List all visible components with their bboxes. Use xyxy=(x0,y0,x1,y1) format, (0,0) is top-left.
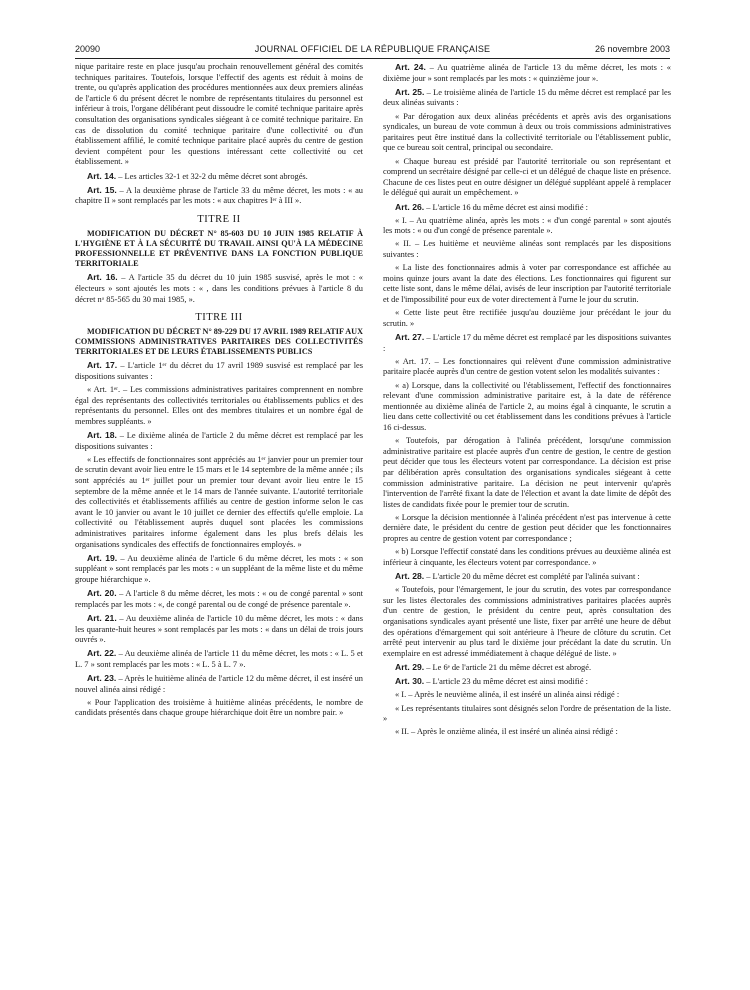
article-22 xyxy=(75,648,363,670)
article-text: – Au deuxième alinéa de l'article 6 du même décret, les mots : « son suppléant » sont remplacés par les mots : « un suppléant de la même liste et du même groupe hiérarchique ». xyxy=(75,553,363,584)
article-16 xyxy=(75,272,363,305)
quoted-paragraph: « I. – Au quatrième alinéa, après les mots : « d'un congé parental » sont ajoutés les mots : « ou d'un congé de présence parentale ». xyxy=(383,215,671,236)
quoted-paragraph: « a) Lorsque, dans la collectivité ou l'établissement, l'effectif des fonctionnaires relevant d'une commission administrative paritaire est, à la date de référence mentionnée au dixième alinéa de l'article 2, au moins égal à cinquante, le scrutin a lieu dans cette collectivité ou cet établissement dans les conditions prévues à l'article 16 ci-dessus. xyxy=(383,380,671,432)
article-text: – L'article 20 du même décret est complété par l'alinéa suivant : xyxy=(424,572,640,582)
article-text: – L'article 17 du même décret est remplacé par les dispositions suivantes : xyxy=(383,333,671,353)
article-25 xyxy=(383,87,671,109)
article-label: Art. 22. xyxy=(87,648,117,659)
article-text: – L'article 1ᵉʳ du décret du 17 avril 1989 susvisé est remplacé par les dispositions suivantes : xyxy=(75,361,363,381)
right-column xyxy=(383,62,671,962)
article-text: – A la deuxième phrase de l'article 33 du même décret, les mots : « au chapitre II » sont remplacés par les mots : « aux chapitres Iᵉʳ à III ». xyxy=(75,185,363,206)
article-label: Art. 15. xyxy=(87,184,117,195)
titre-3-heading: TITRE III xyxy=(195,312,243,324)
article-14 xyxy=(75,171,363,183)
article-text: – Le dixième alinéa de l'article 2 du même décret est remplacé par les dispositions suivantes : xyxy=(75,431,363,451)
quoted-paragraph: « Toutefois, pour l'émargement, le jour du scrutin, des votes par correspondance sur les listes électorales des commissions administratives paritaires placées auprès d'un centre de gestion, le président du centre peut, après consultation des organisations syndicales ayant présenté une liste, fixer par arrêté une heure de début des opérations d'émargement qui soit antérieure à l'heure de clôture du scrutin. Cet arrêté peut intervenir au plus tard le dixième jour précédant la date du scrutin. Un exemplaire en est adressé immédiatement à chaque délégué de liste. » xyxy=(383,585,671,658)
quoted-paragraph: « II. – Après le onzième alinéa, il est inséré un alinéa ainsi rédigé : xyxy=(395,727,618,737)
article-text: – Le troisième alinéa de l'article 15 du même décret est remplacé par les deux alinéas suivants : xyxy=(383,87,671,108)
titre-2-subtitle: MODIFICATION DU DÉCRET N° 85-603 DU 10 JUIN 1985 RELATIF À L'HYGIÈNE ET À LA SÉCURITÉ DU TRAVAIL AINSI QU'À LA MÉDECINE PROFESSIONNELLE ET PRÉVENTIVE DANS LA FONCTION PUBLIQUE TERRITORIALE xyxy=(75,228,363,269)
article-20 xyxy=(75,588,363,610)
article-18 xyxy=(75,430,363,452)
article-23 xyxy=(75,673,363,695)
quoted-paragraph: « I. – Après le neuvième alinéa, il est inséré un alinéa ainsi rédigé : xyxy=(395,690,620,700)
article-15 xyxy=(75,185,363,207)
article-label: Art. 26. xyxy=(395,201,425,212)
article-label: Art. 16. xyxy=(87,272,118,283)
article-label: Art. 19. xyxy=(87,552,118,563)
quoted-paragraph: « Les effectifs de fonctionnaires sont appréciés au 1ᵉʳ janvier pour un premier tour de scrutin devant avoir lieu entre le 15 mars et le 14 septembre de la même année ; ils sont appréciés au 1ᵉʳ juillet pour un premier tour devant avoir lieu entre le 15 septembre de la même année et le 14 mars de l'année suivante. L'autorité territoriale des collectivités et établissements affiliés au centre de gestion informe selon le cas avant le 10 janvier ou avant le 10 juillet ce dernier des effectifs qu'elle emploie. La collectivité ou l'établissement auprès duquel sont placées les commissions administratives paritaires informe également dans les plus brefs délais les organisations syndicales des effectifs de fonctionnaires employés. » xyxy=(75,454,363,549)
journal-title: JOURNAL OFFICIEL DE LA RÉPUBLIQUE FRANÇAISE xyxy=(254,44,491,54)
article-text: – A l'article 35 du décret du 10 juin 1985 susvisé, après le mot : « électeurs » sont ajoutés les mots : « , dans les conditions prévues à l'article 8 du décret nᵒ 85-565 du 30 mai 1985, ». xyxy=(75,273,363,304)
article-label: Art. 21. xyxy=(87,612,117,623)
article-text: – Au deuxième alinéa de l'article 11 du même décret, les mots : « L. 5 et L. 7 » sont remplacés par les mots : « L. 5 à L. 7 ». xyxy=(75,649,363,669)
quoted-paragraph: « Art. 1ᵉʳ. – Les commissions administratives paritaires comprennent en nombre égal des représentants des collectivités territoriales ou établissements publics et des représentants du personnel. Elles ont des membres titulaires et un nombre égal de membres suppléants. » xyxy=(75,385,363,426)
article-label: Art. 27. xyxy=(395,332,425,342)
article-29 xyxy=(383,662,671,674)
article-27 xyxy=(383,332,671,354)
article-label: Art. 30. xyxy=(395,676,425,687)
paragraph: nique paritaire reste en place jusqu'au prochain renouvellement général des comités techniques paritaires. Toutefois, lorsque l'effectif des agents est réduit à moins de trente, ou qu'après application des procédures mentionnées aux deux premiers alinéas de l'article 6 du présent décret le nombre de représentants titulaires du personnel est inférieur à trois, l'organe délibérant peut dissoudre le comité technique paritaire après consultation des organisations syndicales siégeant à ce comité technique paritaire. En cas de dissolution du comité technique paritaire d'une collectivité ou d'un établissement affilié, le comité technique paritaire placé auprès du centre de gestion devient compétent pour les questions intéressant cette collectivité ou cet établissement. » xyxy=(75,62,363,167)
article-text: – Au deuxième alinéa de l'article 10 du même décret, les mots : « dans les quarante-huit heures » sont remplacés par les mots : « dans un délai de trois jours ouvrés ». xyxy=(75,613,363,645)
quoted-paragraph: « Lorsque la décision mentionnée à l'alinéa précédent n'est pas intervenue à cette dernière date, le président du centre de gestion peut décider que les fonctionnaires propres au centre de gestion votent par correspondance ; xyxy=(383,512,671,544)
article-text: – Le 6ᵉ de l'article 21 du même décret est abrogé. xyxy=(424,662,592,672)
quoted-paragraph: « Toutefois, par dérogation à l'alinéa précédent, lorsqu'une commission administrative paritaire est placée auprès d'un centre de gestion, le centre de gestion peut décider que tous les électeurs votent par correspondance. La décision est prise par délibération après consultation des organisations syndicales siégeant à cette commission administrative paritaire. La décision ne peut intervenir qu'après l'intervention de l'arrêté fixant la date de l'élection et avant la date limite de dépôt des listes de candidats fixée pour le premier tour de scrutin. xyxy=(383,436,671,509)
left-column xyxy=(75,62,363,962)
article-label: Art. 17. xyxy=(87,360,118,371)
quoted-paragraph: « Par dérogation aux deux alinéas précédents et après avis des organisations syndicales, un bureau de vote commun à deux ou trois commissions administratives paritaires peut être institué dans la collectivité territoriale ou l'établissement public, que ce bureau soit central, principal ou secondaire. xyxy=(383,111,671,153)
quoted-paragraph: « Les représentants titulaires sont désignés selon l'ordre de présentation de la liste. » xyxy=(383,703,671,724)
article-30 xyxy=(383,676,671,688)
article-19 xyxy=(75,553,363,586)
article-21 xyxy=(75,613,363,646)
quoted-paragraph: « II. – Les huitième et neuvième alinéas sont remplacés par les dispositions suivantes : xyxy=(383,239,671,260)
publication-date: 26 novembre 2003 xyxy=(594,44,670,54)
article-label: Art. 18. xyxy=(87,430,117,441)
quoted-paragraph: « Cette liste peut être rectifiée jusqu'au douzième jour précédant le jour du scrutin. » xyxy=(383,308,671,328)
article-text: – Au quatrième alinéa de l'article 13 du même décret, les mots : « dixième jour » sont remplacés par les mots : « quinzième jour ». xyxy=(383,63,671,83)
article-label: Art. 20. xyxy=(87,588,117,599)
article-label: Art. 29. xyxy=(395,661,425,672)
article-text: – Les articles 32-1 et 32-2 du même décret sont abrogés. xyxy=(116,171,308,181)
header-rule xyxy=(75,58,670,59)
quoted-paragraph: « Art. 17. – Les fonctionnaires qui relèvent d'une commission administrative paritaire placée auprès d'un centre de gestion votent selon les modalités suivantes : xyxy=(383,356,671,377)
article-24 xyxy=(383,62,671,84)
article-text: – L'article 23 du même décret est ainsi modifié : xyxy=(424,677,588,687)
article-label: Art. 23. xyxy=(87,673,117,684)
article-label: Art. 28. xyxy=(395,571,425,582)
article-text: – A l'article 8 du même décret, les mots : « ou de congé parental » sont remplacés par les mots : «, de congé parental ou de congé de présence parentale ». xyxy=(75,589,363,609)
article-label: Art. 14. xyxy=(87,170,117,181)
article-28 xyxy=(383,571,671,583)
page-header xyxy=(75,44,670,58)
quoted-paragraph: « Chaque bureau est présidé par l'autorité territoriale ou son représentant et comprend un secrétaire désigné par celle-ci et un délégué de chaque liste en présence. Chacune de ces listes peut en outre désigner un délégué suppléant appelé à remplacer le délégué qui aurait un empêchement. » xyxy=(383,156,671,198)
quoted-paragraph: « La liste des fonctionnaires admis à voter par correspondance est affichée au moins quinze jours avant la date des élections. Les fonctionnaires qui figurent sur cette liste sont, dans le même délai, avisés de leur inscription par l'autorité territoriale et de l'impossibilité pour eux de voter directement à l'urne le jour du scrutin. xyxy=(383,263,671,305)
quoted-paragraph: « b) Lorsque l'effectif constaté dans les conditions prévues au deuxième alinéa est inférieur à cinquante, les électeurs votent par correspondance. » xyxy=(383,547,671,567)
titre-3-subtitle: MODIFICATION DU DÉCRET N° 89-229 DU 17 AVRIL 1989 RELATIF AUX COMMISSIONS ADMINISTRATIVES PARITAIRES DES COLLECTIVITÉS TERRITORIALES ET DE LEURS ÉTABLISSEMENTS PUBLICS xyxy=(75,326,363,357)
article-17 xyxy=(75,360,363,382)
page-number: 20090 xyxy=(75,44,101,54)
article-text: – Après le huitième alinéa de l'article 12 du même décret, il est inséré un nouvel alinéa ainsi rédigé : xyxy=(75,674,363,694)
article-26 xyxy=(383,202,671,214)
titre-2-heading: TITRE II xyxy=(197,213,241,225)
article-label: Art. 25. xyxy=(395,86,425,97)
article-label: Art. 24. xyxy=(395,62,426,72)
article-text: – L'article 16 du même décret est ainsi modifié : xyxy=(424,202,588,212)
quoted-paragraph: « Pour l'application des troisième à huitième alinéas précédents, le nombre de candidats présentés dans chaque groupe hiérarchique doit être un nombre pair. » xyxy=(75,697,363,718)
